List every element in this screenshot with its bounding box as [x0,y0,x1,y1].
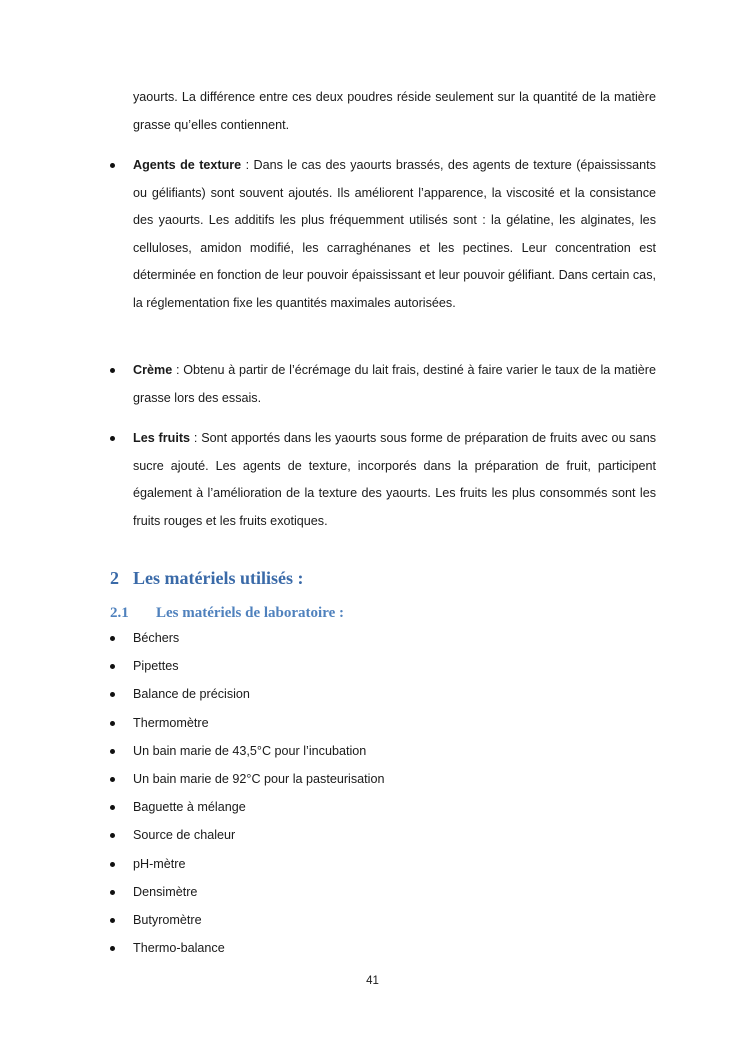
subsection-number: 2.1 [110,605,129,621]
list-item [110,765,656,793]
ingredient-body [133,425,656,535]
bullet-icon [110,664,115,669]
bullet-icon [110,833,115,838]
list-item [110,878,656,906]
subsection-heading [110,605,344,622]
section-title: Les matériels utilisés : [133,568,304,588]
bullet-icon [110,805,115,810]
ingredient-text: Dans le cas des yaourts brassés, des agents de texture (épaississants ou gélifiants) sont souvent ajoutés. Ils améliorent l’apparence, la viscosité et la consistance des yaourts. Les additifs les plus fréquemment utilisés sont : la gélatine, les alginates, les celluloses, amidon modifié, les carraghénanes et les pectines. Leur concentration est déterminée en fonction de leur pouvoir épaississant et leur pouvoir gélifiant. Dans certain cas, la réglementation fixe les quantités maximales autorisées. [133,158,656,310]
list-item [110,737,656,765]
ingredient-separator: : [241,158,254,172]
ingredient-text: Sont apportés dans les yaourts sous forme de préparation de fruits avec ou sans sucre ajouté. Les agents de texture, incorporés dans la préparation de fruit, participent également à l’amélioration de la texture des yaourts. Les fruits les plus consommés sont les fruits rouges et les fruits exotiques. [133,431,657,528]
ingredient-item-cream [110,357,656,412]
ingredient-body [133,152,656,318]
page-number: 41 [366,975,379,987]
subsection-title: Les matériels de laboratoire : [156,605,345,621]
ingredient-item-texture-agents [110,152,656,318]
equipment-list [110,624,656,962]
list-item [110,652,656,680]
equipment-label: Source de chaleur [133,828,236,843]
bullet-icon [110,862,115,867]
list-item [110,793,656,821]
equipment-label: pH-mètre [133,856,186,871]
equipment-label: Densimètre [133,884,198,899]
ingredient-text: Obtenu à partir de l’écrémage du lait frais, destiné à faire varier le taux de la matière grasse lors des essais. [133,363,656,405]
list-item [110,850,656,878]
ingredient-body [133,357,656,412]
ingredient-separator: : [190,431,202,445]
bullet-icon [110,636,115,641]
list-item [110,821,656,849]
bullet-icon [110,777,115,782]
bullet-icon [110,749,115,754]
ingredient-term: Les fruits [133,431,191,445]
list-item [110,934,656,962]
list-item [110,624,656,652]
bullet-icon [110,163,115,168]
equipment-label: Baguette à mélange [133,800,246,815]
intro-paragraph: yaourts. La différence entre ces deux poudres réside seulement sur la quantité de la matière grasse qu’elles contiennent. [133,90,656,132]
equipment-label: Thermomètre [133,715,209,730]
section-number: 2 [110,568,119,588]
equipment-label: Un bain marie de 92°C pour la pasteurisation [133,771,385,786]
section-heading [110,568,303,589]
bullet-icon [110,918,115,923]
equipment-label: Béchers [133,631,180,645]
ingredient-term: Crème [133,363,173,377]
list-item [110,906,656,934]
bullet-icon [110,946,115,951]
bullet-icon [110,890,115,895]
list-item [110,709,656,737]
equipment-label: Balance de précision [133,687,250,702]
list-item [110,680,656,708]
bullet-icon [110,368,115,373]
bullet-icon [110,721,115,726]
bullet-icon [110,436,115,441]
bullet-icon [110,692,115,697]
equipment-label: Pipettes [133,659,179,674]
ingredient-item-fruits [110,425,656,535]
equipment-label: Butyromètre [133,912,202,927]
equipment-label: Un bain marie de 43,5°C pour l’incubation [133,743,367,758]
ingredient-separator: : [172,363,184,377]
equipment-label: Thermo-balance [133,941,225,956]
ingredient-term: Agents de texture [133,158,242,172]
